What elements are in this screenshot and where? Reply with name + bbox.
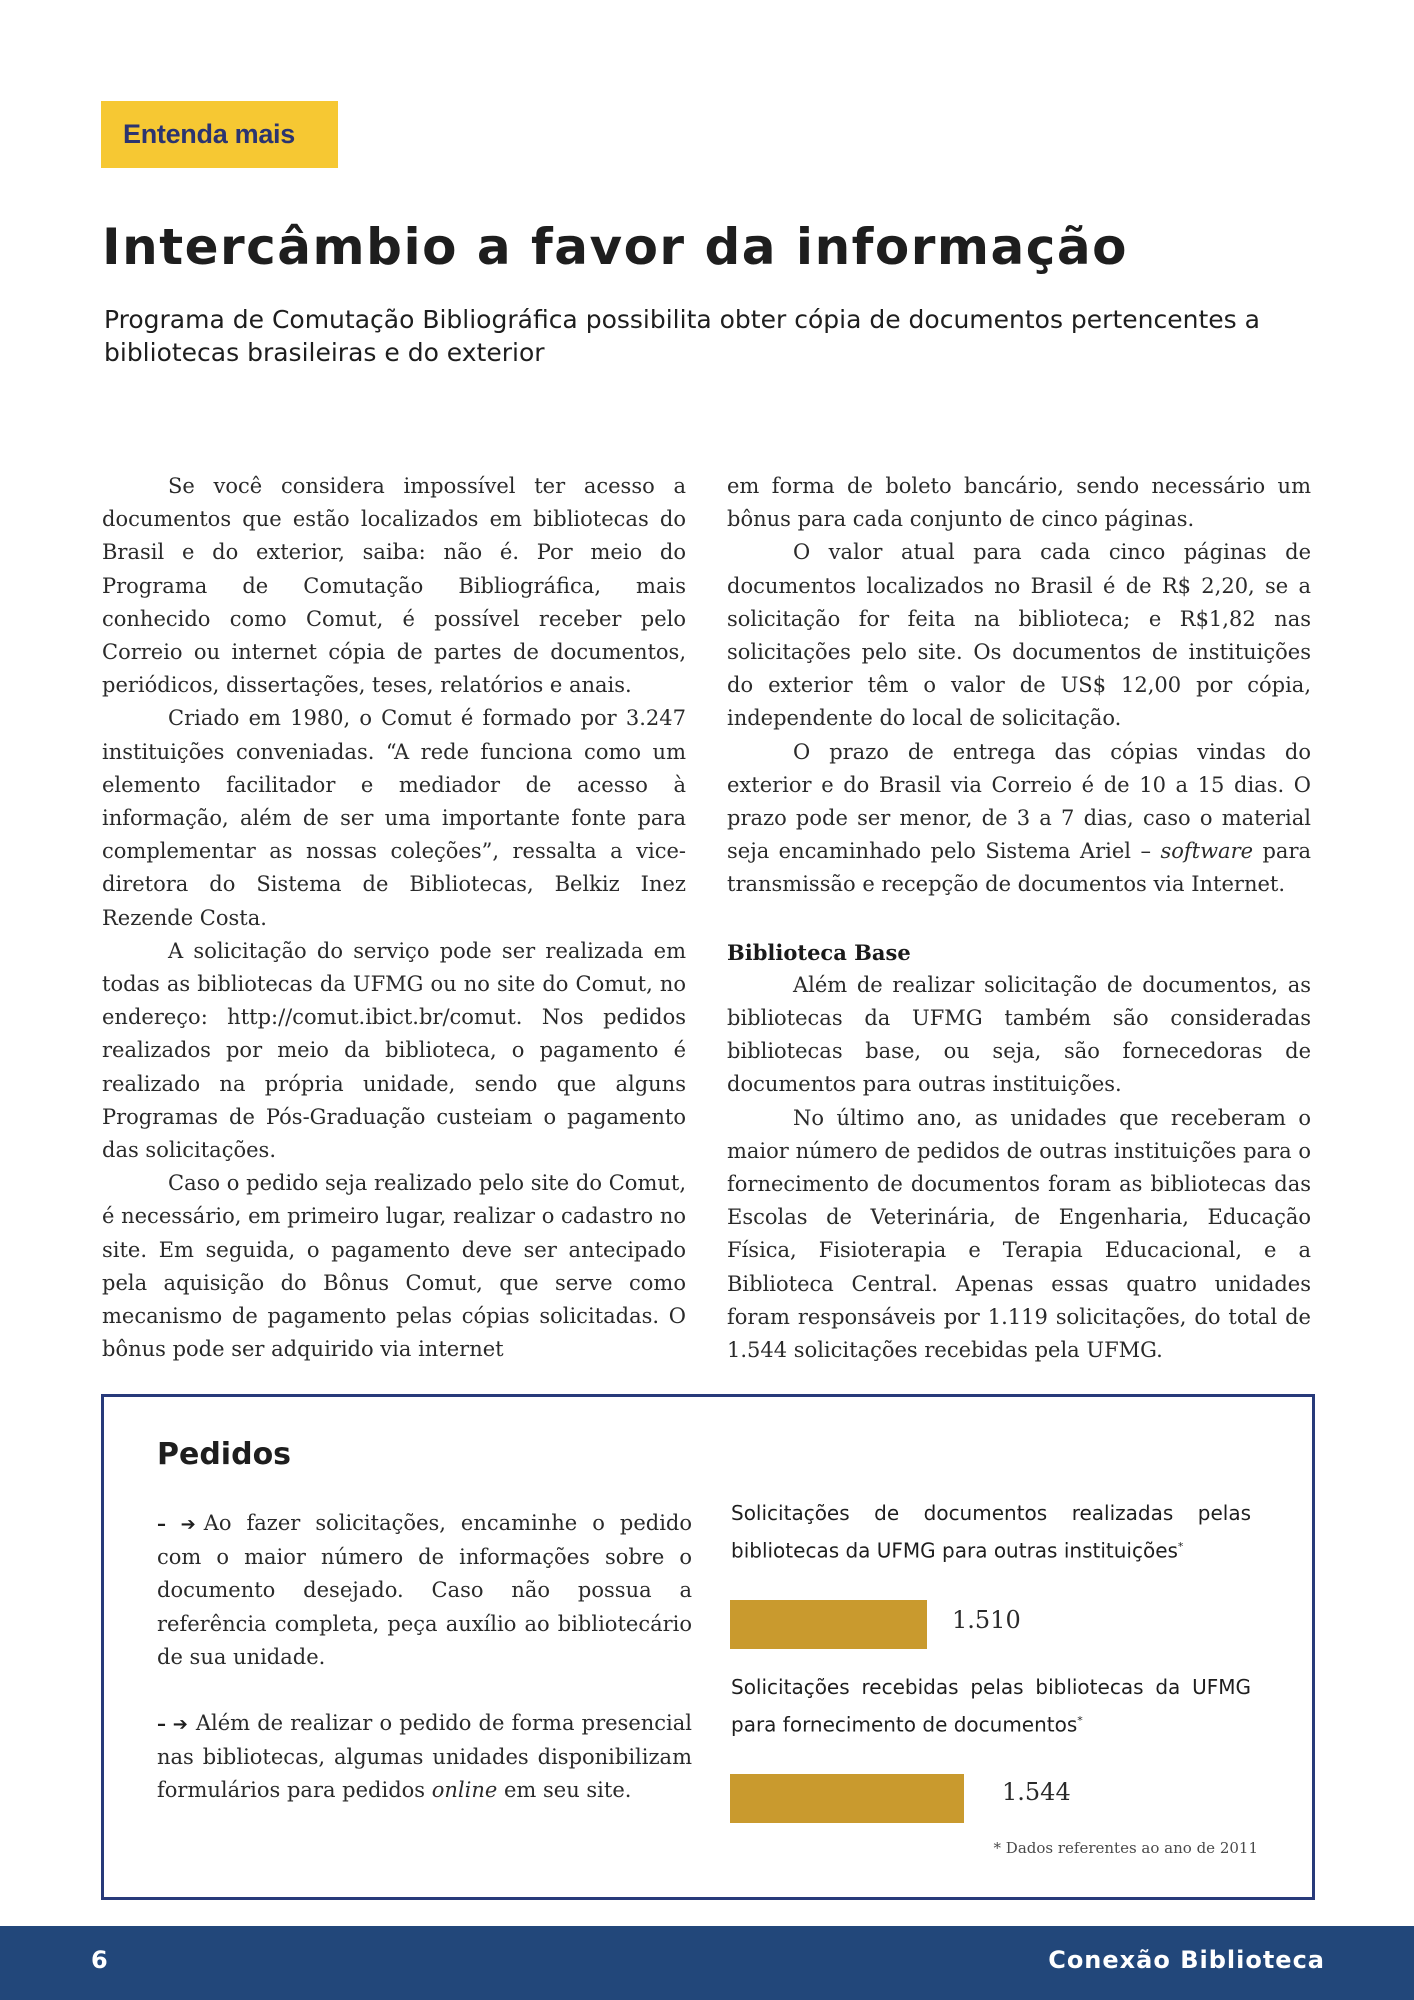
tip-text: Ao fazer solicitações, encaminhe o pedido com o maior número de informações sobre o documento desejado. Caso não possua a referência completa, peça auxílio ao bibliotecário de sua unidade. bbox=[157, 1511, 692, 1669]
article-subtitle: Programa de Comutação Bibliográfica possibilita obter cópia de documentos pertencentes a bibliotecas brasileiras e do exterior bbox=[104, 305, 1260, 367]
page-footer bbox=[0, 1926, 1414, 2000]
box-title: Pedidos bbox=[157, 1437, 292, 1472]
section-heading: Biblioteca Base bbox=[727, 939, 911, 965]
stat-label-text: Solicitações de documentos realizadas pelas bibliotecas da UFMG para outras instituições bbox=[731, 1501, 1251, 1563]
stat-label-text: Solicitações recebidas pelas bibliotecas da UFMG para fornecimento de documentos bbox=[731, 1675, 1251, 1737]
tip-text: Além de realizar o pedido de forma presencial nas bibliotecas, algumas unidades disponibilizam formulários para pedidos bbox=[157, 1711, 692, 1803]
text: O prazo de entrega das cópias vindas do exterior e do Brasil via Correio é de 10 a 15 dias. O prazo pode ser menor, de 3 a 7 dias, caso o material seja encaminhado pelo Sistema Ariel – bbox=[727, 739, 1311, 864]
pedidos-box bbox=[101, 1394, 1315, 1900]
paragraph: No último ano, as unidades que receberam o maior número de pedidos de outras instituições para o fornecimento de documentos foram as bibliotecas das Escolas de Veterinária, de Engenharia, Educação Física, Fisioterapia e Terapia Educacional, e a Biblioteca Central. Apenas essas quatro unidades foram responsáveis por 1.119 solicitações, do total de 1.544 solicitações recebidas pela UFMG. bbox=[727, 1105, 1311, 1363]
section-tag: Entenda mais bbox=[101, 101, 338, 168]
bar-sent bbox=[730, 1600, 927, 1649]
paragraph: O valor atual para cada cinco páginas de documentos localizados no Brasil é de R$ 2,20, se a solicitação for feita na biblioteca; e R$1,82 nas solicitações pelo site. Os documentos de instituições do exterior têm o valor de US$ 12,00 por cópia, independente do local de solicitação. bbox=[727, 540, 1311, 731]
asterisk: * bbox=[1077, 1714, 1083, 1727]
bar-value-received: 1.544 bbox=[1002, 1778, 1071, 1806]
tips-list bbox=[157, 1507, 692, 1841]
article-column-left bbox=[102, 470, 686, 1366]
tip-text: em seu site. bbox=[497, 1778, 632, 1803]
stat-label-sent bbox=[731, 1497, 1251, 1568]
emphasis: online bbox=[431, 1778, 498, 1803]
arrow-icon: – ➔ bbox=[157, 1714, 188, 1736]
paragraph: Além de realizar solicitação de documentos, as bibliotecas da UFMG também são consideradas bibliotecas base, ou seja, são fornecedoras de documentos para outras instituições. bbox=[727, 972, 1311, 1097]
emphasis: software bbox=[1160, 839, 1254, 864]
text: para transmissão e recepção de documentos via Internet. bbox=[727, 839, 1312, 897]
article-column-right bbox=[727, 470, 1311, 1367]
article-title: Intercâmbio a favor da informação bbox=[102, 218, 1128, 276]
publication-name: Conexão Biblioteca bbox=[1048, 1946, 1325, 1974]
paragraph: Se você considera impossível ter acesso a documentos que estão localizados em bibliotecas do Brasil e do exterior, saiba: não é. Por meio do Programa de Comutação Bibliográfica, mais conhecido como Comut, é possível receber pelo Correio ou internet cópia de partes de documentos, periódicos, dissertações, teses, relatórios e anais. bbox=[102, 474, 686, 698]
bar-value-sent: 1.510 bbox=[952, 1606, 1021, 1634]
paragraph bbox=[727, 736, 1311, 902]
bar-received bbox=[730, 1774, 964, 1823]
paragraph: A solicitação do serviço pode ser realizada em todas as bibliotecas da UFMG ou no site do Comut, no endereço: http://comut.ibict.br/comut. Nos pedidos realizados por meio da biblioteca, o pagamento é realizado na própria unidade, sendo que alguns Programas de Pós-Graduação custeiam o pagamento das solicitações. bbox=[102, 938, 686, 1163]
stat-label-received bbox=[731, 1671, 1251, 1742]
arrow-icon: – ➔ bbox=[157, 1514, 196, 1535]
tip-item bbox=[157, 1507, 692, 1674]
paragraph: em forma de boleto bancário, sendo necessário um bônus para cada conjunto de cinco páginas. bbox=[727, 474, 1311, 532]
paragraph: Criado em 1980, o Comut é formado por 3.247 instituições conveniadas. “A rede funciona como um elemento facilitador e mediador de acesso à informação, além de ser uma importante fonte para complementar as nossas coleções”, ressalta a vice-diretora do Sistema de Bibliotecas, Belkiz Inez Rezende Costa. bbox=[102, 706, 686, 930]
page-number: 6 bbox=[91, 1946, 108, 1974]
asterisk: * bbox=[1177, 1540, 1184, 1553]
paragraph: Caso o pedido seja realizado pelo site do Comut, é necessário, em primeiro lugar, realizar o cadastro no site. Em seguida, o pagamento deve ser antecipado pela aquisição do Bônus Comut, que serve como mecanismo de pagamento pelas cópias solicitadas. O bônus pode ser adquirido via internet bbox=[102, 1171, 687, 1362]
tip-item bbox=[157, 1707, 692, 1808]
data-footnote: * Dados referentes ao ano de 2011 bbox=[993, 1839, 1258, 1857]
